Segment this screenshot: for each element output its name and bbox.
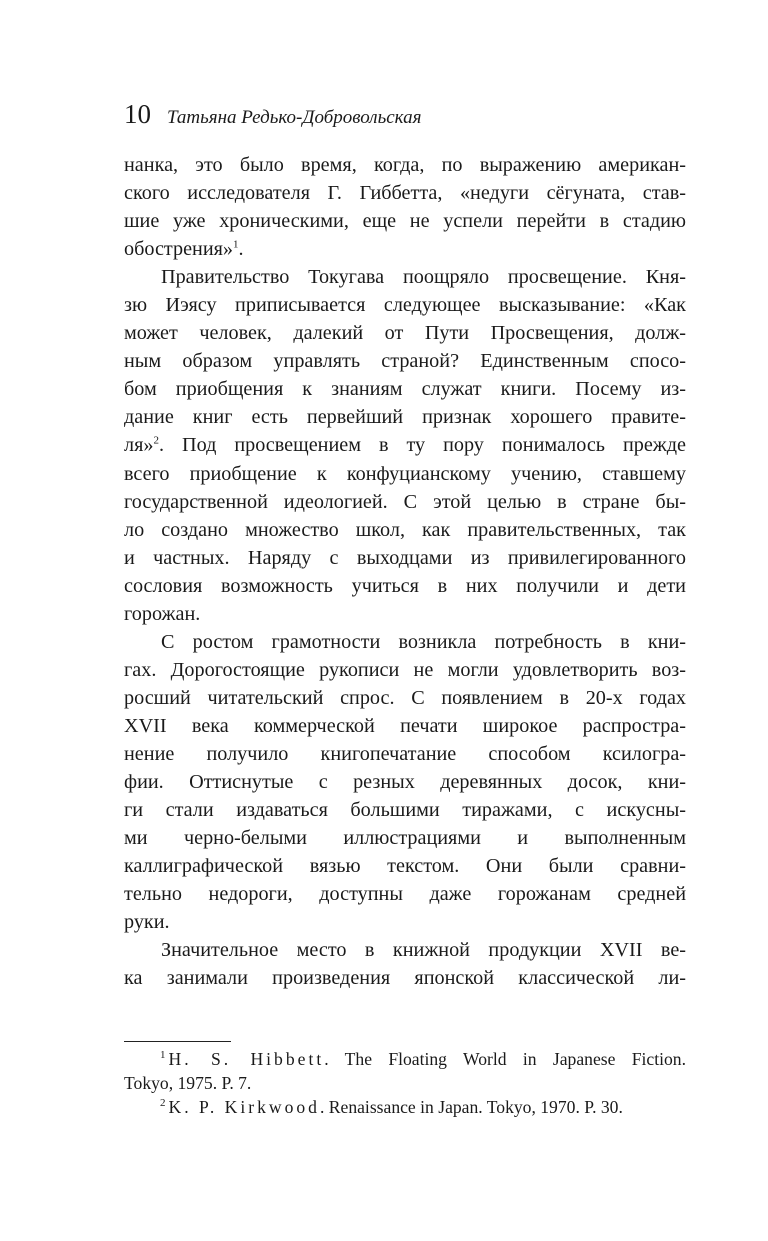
text-line: каллиграфической вязью текстом. Они были сравни-: [124, 855, 686, 878]
footnote-author: H. S. Hibbett: [168, 1049, 325, 1069]
running-title: Татьяна Редько-Добровольская: [167, 107, 422, 128]
page-header: [124, 99, 686, 130]
footnote-author: K. P. Kirkwood: [168, 1097, 320, 1117]
text-line: дание книг есть первейший признак хорошего правите-: [124, 406, 686, 429]
text-fragment: . Под просвещением в ту пору понималось прежде: [158, 434, 686, 457]
text-line: ги стали издаваться большими тиражами, с искусны-: [124, 799, 686, 822]
text-line: тельно недороги, доступны даже горожанам средней: [124, 883, 686, 906]
text-line: бом приобщения к знаниям служат книги. Посему из-: [124, 378, 686, 401]
text-fragment: обострения»: [124, 238, 234, 261]
text-line: государственной идеологией. С этой целью в стране бы-: [124, 490, 686, 513]
footnote-line: [124, 1095, 686, 1119]
text-fragment: .: [238, 238, 244, 261]
text-line: сословия возможность учиться в них получили и дети: [124, 574, 686, 597]
paragraph-2: [124, 263, 686, 628]
footnote-text: . The Floating World in Japanese Fiction.: [324, 1049, 686, 1069]
text-line: ным образом управлять страной? Единственным спосо-: [124, 350, 686, 373]
text-line: зю Иэясу приписывается следующее высказывание: «Как: [124, 294, 686, 317]
text-line: нанка, это было время, когда, по выражению американ-: [124, 154, 686, 176]
footnote-text: . Renaissance in Japan. Tokyo, 1970. P. 30.: [319, 1097, 623, 1117]
footnotes: [124, 1047, 686, 1119]
text-line: Правительство Токугава поощряло просвещение. Кня-: [161, 266, 686, 289]
paragraph-1: [124, 151, 686, 263]
paragraph-3: [124, 628, 686, 937]
text-line: шие уже хроническими, еще не успели перейти в стадию: [124, 210, 686, 233]
text-line: нение получило книгопечатание способом ксилогра-: [124, 742, 686, 765]
text-line: XVII века коммерческой печати широкое распростра-: [124, 714, 686, 737]
footnote-2: [124, 1095, 686, 1119]
text-line: [124, 431, 686, 459]
body-text: [124, 151, 686, 992]
text-line: фии. Оттиснутые с резных деревянных досок, кни-: [124, 771, 686, 794]
text-line: ми черно-белыми иллюстрациями и выполненным: [124, 827, 686, 850]
footnote-line: [124, 1047, 686, 1071]
text-line: С ростом грамотности возникла потребность в кни-: [161, 630, 686, 653]
text-line: горожан.: [124, 602, 201, 625]
footnote-mark: 1: [160, 1049, 166, 1062]
text-line: может человек, далекий от Пути Просвещения, долж-: [124, 322, 686, 345]
footnote-ref[interactable]: 2: [153, 434, 159, 447]
text-line: и частных. Наряду с выходцами из привилегированного: [124, 546, 686, 569]
text-line: ка занимали произведения японской классической ли-: [124, 967, 686, 990]
text-line: [124, 235, 686, 263]
text-line: всего приобщение к конфуцианскому учению, ставшему: [124, 462, 686, 485]
text-line: гах. Дорогостоящие рукописи не могли удовлетворить воз-: [124, 658, 686, 681]
footnote-line: Tokyo, 1975. P. 7.: [124, 1073, 252, 1093]
footnote-mark: 2: [160, 1097, 166, 1110]
footnote-1: [124, 1047, 686, 1095]
footnote-ref[interactable]: 1: [233, 238, 239, 251]
text-line: руки.: [124, 911, 170, 934]
text-line: росший читательский спрос. С появлением в 20-х годах: [124, 686, 686, 709]
text-fragment: ля»: [124, 434, 154, 457]
text-line: ского исследователя Г. Гиббетта, «недуги сёгуната, став-: [124, 182, 686, 205]
page-number: 10: [124, 99, 151, 129]
text-line: ло создано множество школ, как правительственных, так: [124, 518, 686, 541]
text-line: Значительное место в книжной продукции XVII ве-: [161, 939, 686, 962]
footnote-divider: [124, 1041, 231, 1042]
paragraph-4: [124, 936, 686, 992]
